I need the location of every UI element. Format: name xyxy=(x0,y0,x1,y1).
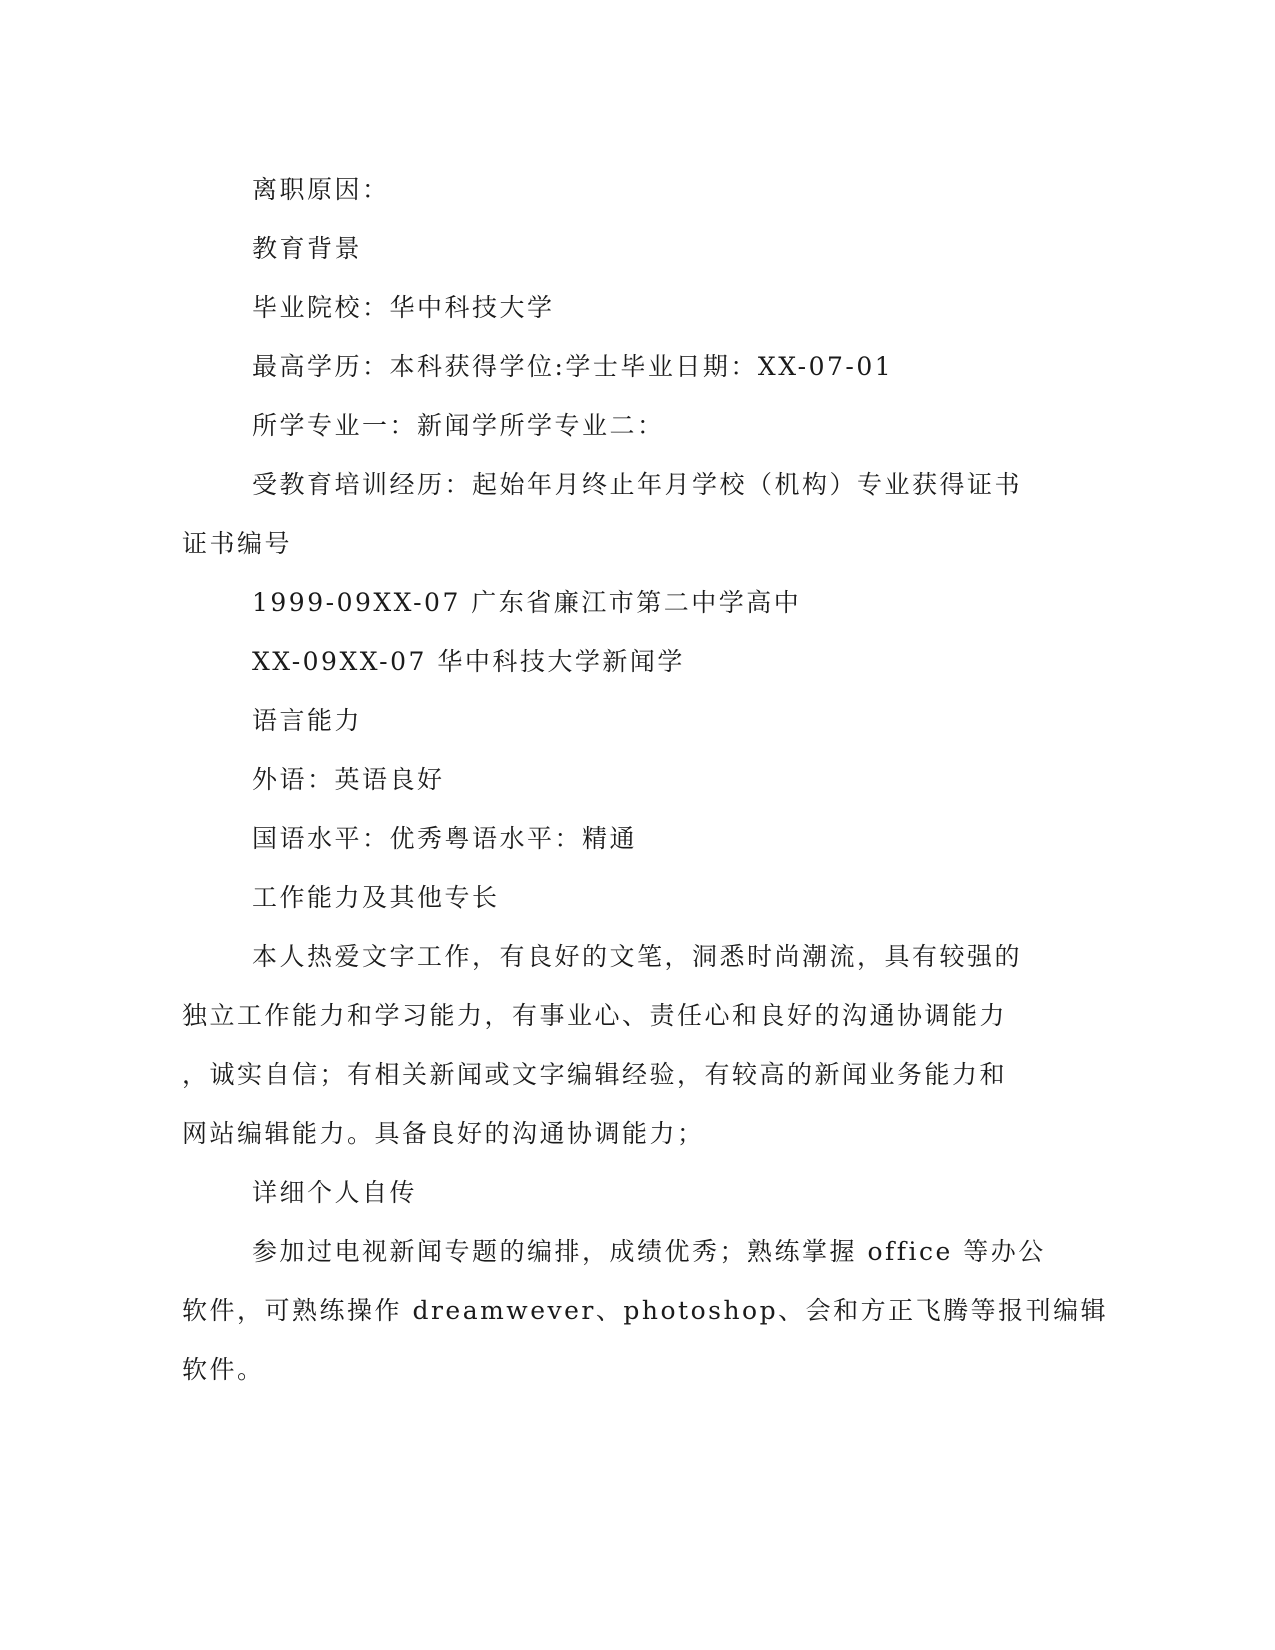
bio-paragraph-line: 软件。 xyxy=(182,1355,265,1384)
major-line: 所学专业一：新闻学所学专业二： xyxy=(252,411,665,440)
training-row: XX-09XX-07 华中科技大学新闻学 xyxy=(252,647,685,676)
bio-heading: 详细个人自传 xyxy=(252,1178,418,1207)
skills-paragraph-line: 网站编辑能力。具备良好的沟通协调能力； xyxy=(182,1119,705,1148)
skills-paragraph-line: 独立工作能力和学习能力，有事业心、责任心和良好的沟通协调能力 xyxy=(182,1001,1008,1030)
training-line: 受教育培训经历：起始年月终止年月学校（机构）专业获得证书 xyxy=(252,470,1023,499)
training-row: 1999-09XX-07 广东省廉江市第二中学高中 xyxy=(252,588,802,617)
foreign-language-line: 外语：英语良好 xyxy=(252,765,445,794)
school-line: 毕业院校：华中科技大学 xyxy=(252,293,555,322)
skills-paragraph-line: ，诚实自信；有相关新闻或文字编辑经验，有较高的新闻业务能力和 xyxy=(182,1060,1008,1089)
degree-line: 最高学历：本科获得学位:学士毕业日期：XX-07-01 xyxy=(252,352,894,381)
language-heading: 语言能力 xyxy=(252,706,363,735)
dialects-line: 国语水平：优秀粤语水平：精通 xyxy=(252,824,638,853)
bio-paragraph-line: 参加过电视新闻专题的编排，成绩优秀；熟练掌握 office 等办公 xyxy=(252,1237,1046,1266)
leave-reason-line: 离职原因： xyxy=(252,175,390,204)
education-heading: 教育背景 xyxy=(252,234,363,263)
bio-paragraph-line: 软件，可熟练操作 dreamwever、photoshop、会和方正飞腾等报刊编辑 xyxy=(182,1296,1109,1325)
training-line-continued: 证书编号 xyxy=(182,529,293,558)
skills-paragraph-line: 本人热爱文字工作，有良好的文笔，洞悉时尚潮流，具有较强的 xyxy=(252,942,1023,971)
document-body xyxy=(182,160,1109,1399)
skills-heading: 工作能力及其他专长 xyxy=(252,883,500,912)
